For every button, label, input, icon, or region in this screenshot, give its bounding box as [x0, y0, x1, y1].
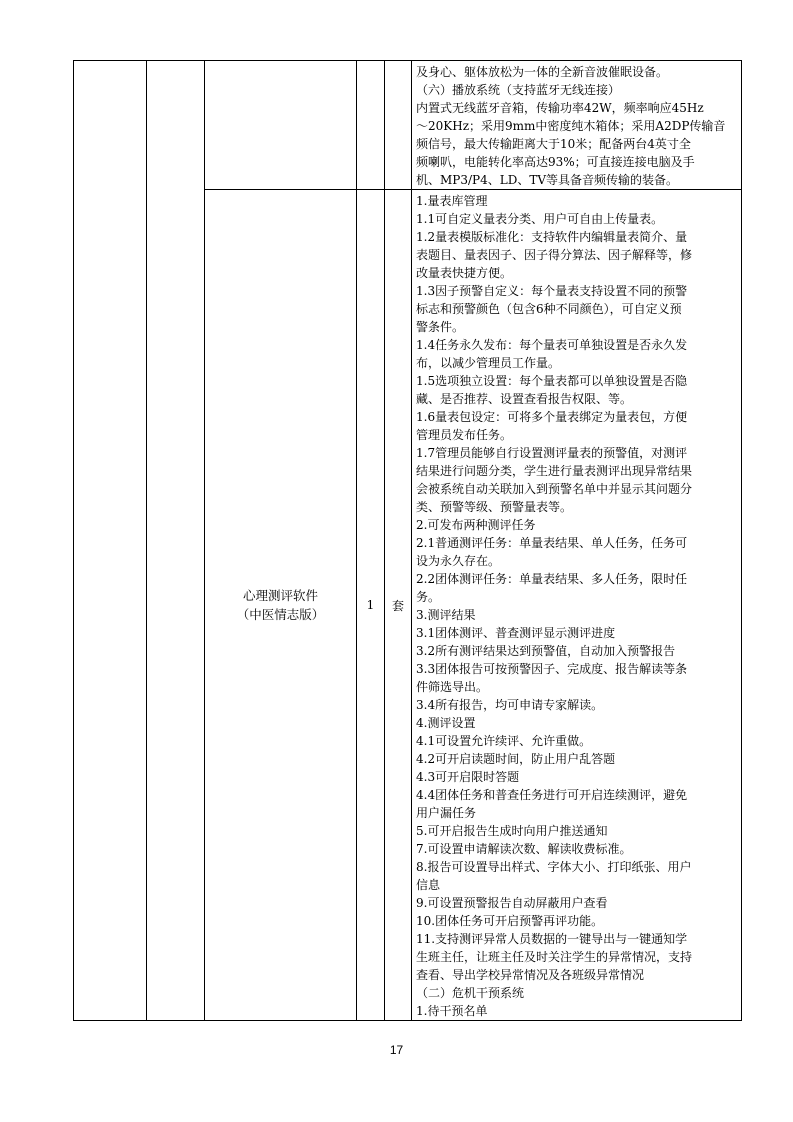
spec-line: 1.5选项独立设置：每个量表都可以单独设置是否隐	[416, 374, 688, 388]
spec-line: 管理员发布任务。	[416, 428, 513, 442]
spec-line: ～20KHz；采用9mm中密度纯木箱体；采用A2DP传输音	[416, 119, 726, 133]
spec-line: 警条件。	[416, 320, 465, 334]
product-edition: （中医情志版）	[236, 607, 325, 622]
spec-line: 内置式无线蓝牙音箱，传输功率42W，频率响应45Hz	[416, 101, 704, 115]
unit-cell	[385, 190, 412, 1021]
spec-line: 3.2所有测评结果达到预警值，自动加入预警报告	[416, 644, 676, 658]
equipment-spec-table	[73, 60, 742, 1021]
spec-line: 及身心、躯体放松为一体的全新音波催眠设备。	[416, 65, 669, 79]
spec-line: 会被系统自动关联加入到预警名单中并显示其问题分	[416, 482, 693, 496]
spec-line: 4.1可设置允许续评、允许重做。	[416, 734, 592, 748]
spec-line: 3.1团体测评、普查测评显示测评进度	[416, 626, 616, 640]
spec-line: 2.1普通测评任务：单量表结果、单人任务，任务可	[416, 536, 688, 550]
spec-description-cell	[412, 190, 742, 1021]
quantity-value: 1	[366, 598, 375, 612]
spec-line: 结果进行问题分类，学生进行量表测评出现异常结果	[416, 464, 693, 478]
spec-line: 频喇叭，电能转化率高达93%；可直接连接电脑及手	[416, 155, 695, 169]
spec-line: 9.可设置预警报告自动屏蔽用户查看	[416, 896, 608, 910]
unit-cell-empty	[385, 61, 412, 190]
spec-line: 2.2团体测评任务：单量表结果、多人任务，限时任	[416, 572, 688, 586]
spec-line: 4.3可开启限时答题	[416, 770, 520, 784]
spec-line: 频信号，最大传输距离大于10米；配备两台4英寸全	[416, 137, 691, 151]
spec-line: 5.可开启报告生成时向用户推送通知	[416, 824, 608, 838]
spec-line: 1.2量表模版标准化：支持软件内编辑量表简介、量	[416, 230, 688, 244]
product-name-cell	[205, 190, 357, 1021]
spec-line: 1.量表库管理	[416, 194, 488, 208]
quantity-cell-empty	[357, 61, 385, 190]
spec-description	[412, 61, 741, 189]
spec-line: 生班主任，让班主任及时关注学生的异常情况，支持	[416, 950, 693, 964]
spec-line: 1.待干预名单	[416, 1004, 488, 1018]
spec-line: 3.4所有报告，均可申请专家解读。	[416, 698, 604, 712]
spec-line: 查看、导出学校异常情况及各班级异常情况	[416, 968, 645, 982]
name-cell-empty	[205, 61, 357, 190]
spec-line: 机、MP3/P4、LD、TV等具备音频传输的装备。	[416, 173, 679, 187]
quantity-cell	[357, 190, 385, 1021]
table-row	[74, 61, 742, 190]
spec-line: 7.可设置申请解读次数、解读收费标准。	[416, 842, 632, 856]
spec-description-cell	[412, 61, 742, 190]
spec-line: 10.团体任务可开启预警再评功能。	[416, 914, 604, 928]
spec-line: 布，以减少管理员工作量。	[416, 356, 561, 370]
spec-line: 信息	[416, 878, 441, 892]
spec-line: 11.支持测评异常人员数据的一键导出与一键通知学	[416, 932, 688, 946]
spec-line: 8.报告可设置导出样式、字体大小、打印纸张、用户	[416, 860, 692, 874]
spec-line: 1.7管理员能够自行设置测评量表的预警值，对测评	[416, 446, 688, 460]
spec-line: （二）危机干预系统	[416, 986, 525, 1000]
spec-line: 1.4任务永久发布：每个量表可单独设置是否永久发	[416, 338, 688, 352]
spec-line: 用户漏任务	[416, 806, 477, 820]
spec-line: 标志和预警颜色（包含6种不同颜色），可自定义预	[416, 302, 682, 316]
spec-description	[412, 190, 741, 1020]
spec-line: 类、预警等级、预警量表等。	[416, 500, 573, 514]
spec-line: 设为永久存在。	[416, 554, 501, 568]
spec-line: 1.1可自定义量表分类、用户可自由上传量表。	[416, 212, 664, 226]
spec-line: 4.4团体任务和普查任务进行可开启连续测评，避免	[416, 788, 688, 802]
unit-value: 套	[391, 598, 404, 613]
product-name: 心理测评软件	[242, 588, 318, 603]
category-cell	[147, 61, 205, 1021]
page-number: 17	[389, 1043, 404, 1057]
spec-line: 务。	[416, 590, 441, 604]
spec-line: 1.6量表包设定：可将多个量表绑定为量表包，方便	[416, 410, 688, 424]
spec-line: 改量表快捷方便。	[416, 266, 513, 280]
spec-line: 藏、是否推荐、设置查看报告权限、等。	[416, 392, 633, 406]
spec-line: 表题目、量表因子、因子得分算法、因子解释等，修	[416, 248, 693, 262]
spec-line: （六）播放系统（支持蓝牙无线连接）	[416, 83, 621, 97]
spec-line: 3.3团体报告可按预警因子、完成度、报告解读等条	[416, 662, 688, 676]
spec-line: 2.可发布两种测评任务	[416, 518, 536, 532]
spec-line: 4.2可开启读题时间，防止用户乱答题	[416, 752, 616, 766]
spec-line: 1.3因子预警自定义：每个量表支持设置不同的预警	[416, 284, 688, 298]
spec-line: 4.测评设置	[416, 716, 476, 730]
spec-line: 3.测评结果	[416, 608, 476, 622]
spec-line: 件筛选导出。	[416, 680, 489, 694]
serial-cell	[74, 61, 147, 1021]
